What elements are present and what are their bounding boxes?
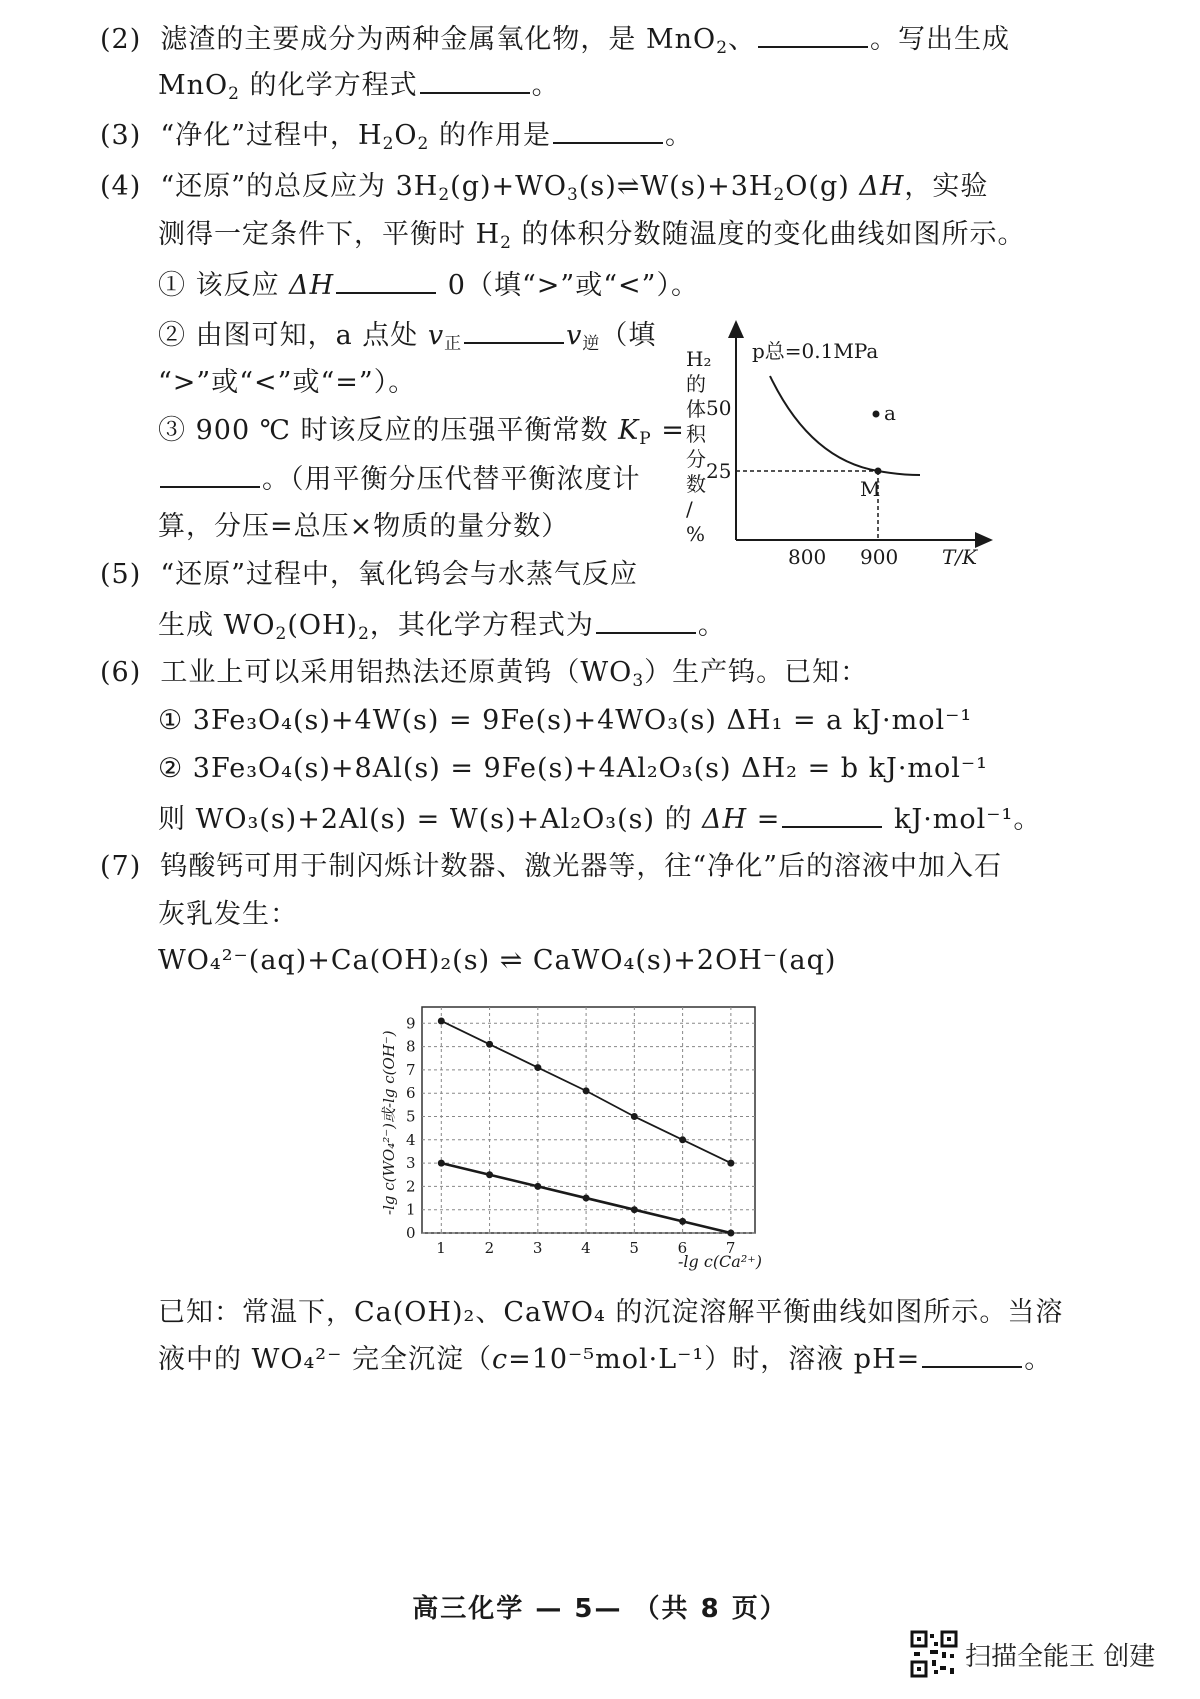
chart2-data-point (438, 1160, 445, 1167)
chart2-data-point (727, 1160, 734, 1167)
q2-line2: MnO$_2$ 的化学方程式 。 (158, 70, 560, 104)
qr-code-icon (910, 1630, 958, 1678)
q7-known-line2: 液中的 WO₄²⁻ 完全沉淀（c=10⁻⁵mol·L⁻¹）时，溶液 pH= 。 (158, 1344, 1053, 1375)
chart2-data-point (534, 1064, 541, 1071)
q4-part3-cont: 。（用平衡分压代替平衡浓度计 (158, 462, 641, 497)
solubility-chart (370, 995, 810, 1285)
chart2-data-point (583, 1087, 590, 1094)
chart2-data-point (438, 1017, 445, 1024)
chart2-ytick: 5 (406, 1107, 416, 1126)
chart2-ytick: 2 (406, 1177, 416, 1196)
q2-answer-blank-1[interactable] (758, 22, 868, 48)
page-footer: 高三化学 — 5— （共 8 页） (412, 1594, 788, 1624)
chart2-xtick: 3 (532, 1239, 543, 1257)
fig1-ylabel-char: % (686, 522, 706, 546)
q4-part1: ① 该反应 ΔH 0（填“>”或“<”）。 (158, 270, 699, 301)
chart2-xtick: 5 (629, 1239, 639, 1257)
q2-line1: (2) 滤渣的主要成分为两种金属氧化物，是 MnO$_2$、 。写出生成 (100, 24, 1011, 58)
fig1-ylabel-char: 积 (686, 422, 706, 446)
chart2-ytick: 4 (406, 1130, 416, 1149)
fig1-point-m (875, 468, 882, 475)
chart2-ylabel: -lg c(WO₄²⁻)或-lg c(OH⁻) (380, 1030, 398, 1215)
chart2-ytick: 7 (406, 1060, 416, 1079)
fig1-xtick-800: 800 (788, 545, 827, 568)
fig1-xtick-900: 900 (860, 545, 899, 568)
fig1-label-a: a (884, 401, 896, 425)
chart2-xtick: 6 (677, 1239, 688, 1257)
chart2-data-point (727, 1230, 734, 1237)
h2-fraction-figure (680, 318, 1010, 568)
fig1-ylabel-char: / (686, 497, 693, 521)
chart2-ytick: 6 (406, 1084, 416, 1103)
q4-line2: 测得一定条件下，平衡时 $H_2$ 的体积分数随温度的变化曲线如图所示。 (158, 219, 1026, 253)
fig1-ylabel-char: 的 (686, 372, 706, 396)
fig1-xlabel: T/K (942, 545, 978, 568)
q4-part2: ② 由图可知，a 点处 $v_正$ $v_逆$（填 (158, 320, 657, 354)
q4-part3: ③ 900 ℃ 时该反应的压强平衡常数 $K_P$ = (158, 415, 685, 449)
q4-part1-blank[interactable] (336, 268, 436, 294)
q5-answer-blank[interactable] (596, 608, 696, 634)
q7-equation: WO₄²⁻(aq)+Ca(OH)₂(s) ⇌ CaWO₄(s)+2OH⁻(aq) (158, 945, 837, 976)
q6-eq3: 则 WO₃(s)+2Al(s) = W(s)+Al₂O₃(s) 的 ΔH = kJ·mol⁻¹。 (158, 804, 1042, 835)
fig1-ytick-25: 25 (706, 459, 732, 483)
chart2-ytick: 3 (406, 1154, 416, 1173)
fig1-ylabel-char: 分 (686, 447, 706, 471)
chart2-data-point (583, 1195, 590, 1202)
q5-line1: (5) “还原”过程中，氧化钨会与水蒸气反应 (100, 559, 639, 590)
q7-answer-blank[interactable] (922, 1342, 1022, 1368)
q4-line1: (4) “还原”的总反应为 $3H_2(g)+WO_3(s)\rightleftharpoons W(s)+3H_2O(g)$ ΔH，实验 (100, 171, 989, 205)
fig1-label-m: M (860, 477, 881, 501)
fig1-pressure-label: p总=0.1MPa (752, 339, 879, 363)
q7-line1: (7) 钨酸钙可用于制闪烁计数器、激光器等，往“净化”后的溶液中加入石 (100, 851, 1003, 882)
q4-part3-blank[interactable] (160, 462, 260, 488)
fig1-point-a (873, 411, 880, 418)
q7-known-line1: 已知：常温下，Ca(OH)₂、CaWO₄ 的沉淀溶解平衡曲线如图所示。当溶 (158, 1297, 1064, 1328)
q4-part2-cont: “>”或“<”或“=”）。 (158, 367, 417, 398)
chart2-data-point (486, 1041, 493, 1048)
fig1-ylabel-char: 体 (686, 397, 706, 421)
chart2-ytick: 0 (406, 1224, 416, 1242)
chart2-xtick: 7 (725, 1239, 736, 1257)
chart2-data-point (631, 1113, 638, 1120)
q6-line1: (6) 工业上可以采用铝热法还原黄钨$(WO_3)$生产钨。已知： (100, 657, 869, 691)
chart2-xlabel: -lg c(Ca²⁺) (678, 1252, 762, 1271)
q7-line2: 灰乳发生： (158, 899, 298, 930)
chart2-ytick: 8 (406, 1037, 416, 1056)
q4-part3-cont2: 算，分压=总压×物质的量分数） (158, 511, 570, 542)
chart2-data-point (679, 1218, 686, 1225)
q6-eq2: ② 3Fe₃O₄(s)+8Al(s) = 9Fe(s)+4Al₂O₃(s) ΔH₂ = b kJ·mol⁻¹ (158, 753, 988, 784)
chart2-data-point (486, 1171, 493, 1178)
fig1-curve (770, 376, 920, 475)
fig1-ylabel-char: H₂ (686, 347, 712, 371)
q3-line: (3) “净化”过程中，$H_2O_2$ 的作用是 。 (100, 120, 693, 154)
chart2-xtick: 2 (484, 1239, 495, 1257)
chart2-ytick: 1 (406, 1200, 416, 1219)
q4-part2-blank[interactable] (464, 318, 564, 344)
q3-answer-blank[interactable] (553, 118, 663, 144)
q6-eq1: ① 3Fe₃O₄(s)+4W(s) = 9Fe(s)+4WO₃(s) ΔH₁ = a kJ·mol⁻¹ (158, 705, 973, 736)
chart2-data-point (534, 1183, 541, 1190)
chart2-xtick: 4 (581, 1239, 591, 1257)
q5-line2: 生成 $WO_2(OH)_2$，其化学方程式为 。 (158, 610, 726, 644)
fig1-ytick-50: 50 (706, 396, 732, 420)
chart2-ytick: 9 (406, 1014, 416, 1033)
fig1-ylabel-char: 数 (686, 472, 706, 496)
chart2-data-point (679, 1136, 686, 1143)
fig1-y-label (686, 347, 711, 546)
chart2-xtick: 1 (436, 1239, 446, 1257)
chart2-data-point (631, 1206, 638, 1213)
q2-answer-blank-2[interactable] (420, 68, 530, 94)
scanner-watermark: 扫描全能王 创建 (965, 1642, 1156, 1672)
q6-answer-blank[interactable] (782, 802, 882, 828)
